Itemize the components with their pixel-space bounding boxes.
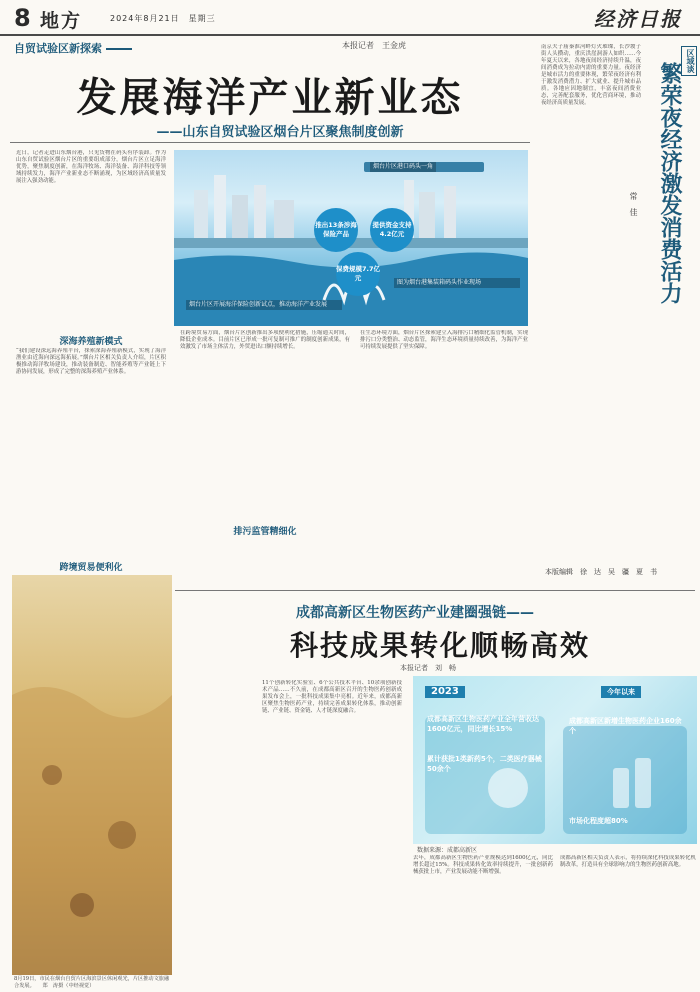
divider: [10, 142, 530, 143]
section-title-trade: 跨境贸易便利化: [59, 563, 123, 573]
commentary-tag: 区域谈: [681, 46, 697, 76]
stat-new-firms: 成都高新区新增生物医药企业160余个: [569, 717, 682, 735]
beach-illustration: [12, 575, 172, 975]
issue-date: 2024年8月21日 星期三: [110, 14, 216, 23]
article2-byline: 本报记者 刘 畅: [400, 664, 456, 672]
graphic-caption-top: 烟台片区港口码头一角: [370, 162, 436, 172]
graphic-caption-bottom-left: 烟台片区开展海洋保险创新试点，推动海洋产业发展: [186, 300, 342, 310]
article1-body-3: 在生态环境方面，烟台片区探索建立入海排污口精细化监管机制，实现排污口分类整治、动态监管，海洋生态环境质量持续改善，为海洋产业可持续发展提供了坚实保障。: [360, 330, 528, 350]
infographic-source: 数据来源：成都高新区: [417, 847, 478, 854]
photo-caption: 8月19日，市民在烟台自贸片区海滨景区休闲观光，片区推动文旅融合发展。 郑 涛摄（中经视觉）: [14, 976, 170, 989]
commentary-author: 常 佳: [629, 192, 638, 216]
article1-body-1: “我们建设深远海养殖平台，探索深海养殖新模式，实现了海洋渔业由近海向深远海拓展。”烟台片区相关负责人介绍，片区积极推动海洋牧场建设，推动装备制造、智能养殖等产业链上下游协同发展，形成了完整的深海养殖产业体系。: [16, 348, 166, 375]
article1-subheadline: ——山东自贸试验区烟台片区聚焦制度创新: [156, 125, 404, 140]
stat-bubble-insurance-products: 推出13条涉海保险产品: [314, 208, 358, 252]
article2-body-3: 成都高新区相关负责人表示，将持续深化科技成果转化机制改革，打造具有全球影响力的生物医药创新高地。: [560, 855, 696, 868]
this-year-badge: 今年以来: [601, 686, 641, 698]
masthead: [0, 0, 700, 36]
beach-photo: [12, 575, 172, 975]
year-badge: 2023: [425, 686, 465, 698]
stat-bubble-premium: 保费规模7.7亿元: [336, 252, 380, 296]
article1-lead: 近日，记者走进山东烟台港，只见货物在码头有序装卸。作为山东自贸试验区烟台片区的重要组成部分，烟台片区立足海洋优势，聚焦制度创新，在海洋牧场、海洋装备、海洋科技等领域持续发力，海洋产业新业态不断涌现，为区域经济高质量发展注入强劲动能。: [16, 150, 166, 184]
stat-approvals: 累计获批1类新药5个，二类医疗器械50余个: [427, 755, 542, 773]
page-editors: 本版编辑 徐 达 吴 疆 夏 书: [545, 568, 657, 576]
article1-body-2: 在跨境贸易方面，烟台片区创新推出多项便利化措施，压缩通关时间，降低企业成本。目前片区已形成一批可复制可推广的制度创新成果，有效激发了市场主体活力，外贸进出口额持续增长。: [180, 330, 350, 350]
article1-headline: 发展海洋产业新业态: [76, 75, 464, 121]
commentary-title: 繁荣夜经济激发消费活力: [657, 62, 682, 304]
graphic-caption-bottom-right: 图为烟台港集装箱码头作业现场: [394, 278, 520, 288]
stat-bubble-funding: 提供资金支持4.2亿元: [370, 208, 414, 252]
page-number: 8: [14, 4, 31, 32]
stat-market-share: 市场化程度超80%: [569, 817, 628, 825]
biotech-infographic: [413, 676, 697, 844]
section-name: 地方: [40, 10, 83, 32]
section-title-discharge: 排污监管精细化: [233, 527, 297, 537]
section-title-deep-sea: 深海养殖新模式: [59, 337, 123, 347]
article2-body-2: 去年，成都高新区生物医药产业规模达到1600亿元，同比增长超过15%。科技成果转化效率持续提升，一批创新药械获批上市，产业发展动能不断增强。: [413, 855, 553, 875]
commentary-body: 南京夫子庙秦淮河畔灯火璀璨，长沙坡子街人头攒动，重庆洪崖洞游人如织……今年夏天以来，各地夜间经济持续升温，夜间消费成为拉动内需的重要力量。夜经济是城市活力的重要体现，繁荣夜经济有利于激发消费潜力、扩大就业、提升城市品质。各地应因地制宜，丰富夜间消费业态，完善配套服务，优化营商环境，推动夜经济高质量发展。: [541, 44, 641, 106]
article2-kicker: 成都高新区生物医药产业建圈强链——: [296, 605, 534, 621]
stat-revenue: 成都高新区生物医药产业全年营收达1600亿元，同比增长15%: [427, 715, 539, 733]
divider: [175, 590, 695, 591]
article2-body-1: 11个创新转化实验室、6个公共技术平台、10余项创新技术产品……不久前，在成都高新区召开的生物医药创新成果发布会上，一批科技成果集中亮相。近年来，成都高新区聚焦生物医药产业，持续完善成果转化体系，推动创新链、产业链、资金链、人才链深度融合。: [262, 680, 402, 714]
article1-byline: 本报记者 王金虎: [342, 41, 406, 50]
newspaper-logo: 经济日报: [594, 7, 682, 31]
port-infographic: [174, 150, 528, 326]
column-tag: 自贸试验区新探索: [14, 40, 132, 56]
article2-headline: 科技成果转化顺畅高效: [289, 629, 590, 662]
